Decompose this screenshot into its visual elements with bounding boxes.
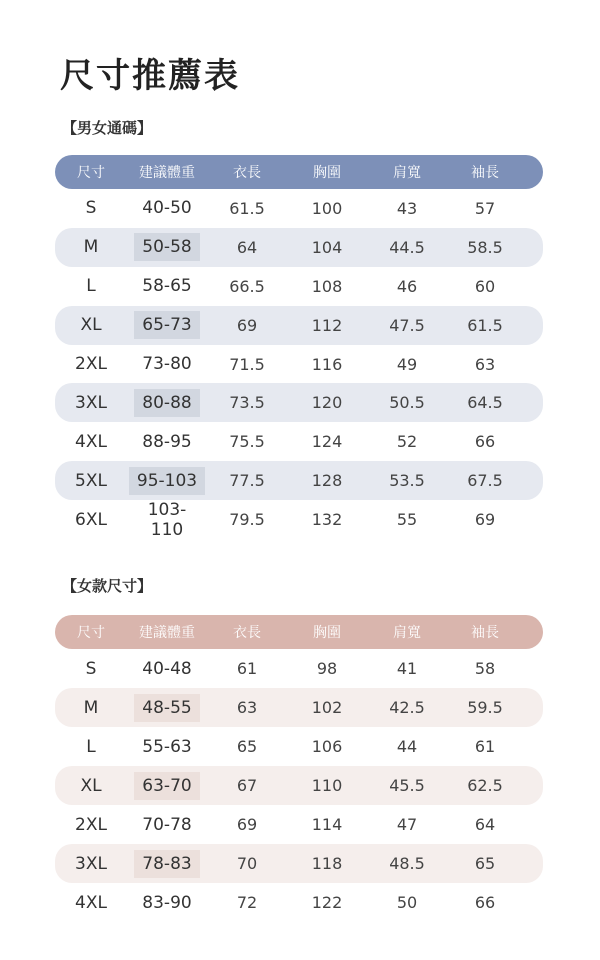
weight-value: 83-90: [142, 892, 192, 913]
measure-cell: 64: [236, 237, 258, 257]
measure-cell: 62.5: [467, 776, 503, 795]
measure-cell: 110: [311, 776, 343, 795]
weight-value: 73-80: [142, 354, 192, 374]
header-cell: 胸圍: [313, 625, 341, 641]
weight-value: 103-110: [147, 499, 187, 540]
table-row: [55, 649, 543, 688]
measure-cell: 45.5: [389, 776, 425, 795]
measure-cell: 42.5: [389, 698, 425, 717]
header-cell: 建議體重: [139, 625, 195, 641]
measure-cell: 61.5: [229, 198, 265, 218]
weight-cell: [127, 772, 207, 800]
table-row: [55, 805, 543, 844]
header-cell: 袖長: [471, 625, 499, 641]
measure-cell: 52: [396, 432, 418, 452]
weight-value: 63-70: [134, 772, 199, 800]
weight-cell: [127, 694, 207, 722]
weight-value: 50-58: [134, 233, 199, 261]
measure-cell: 46: [396, 276, 418, 296]
measure-cell: 69: [236, 815, 258, 834]
weight-cell: [127, 850, 207, 878]
measure-cell: 48.5: [389, 854, 425, 873]
measure-cell: 63: [236, 698, 258, 717]
size-cell: 2XL: [75, 354, 107, 374]
measure-cell: 79.5: [229, 510, 265, 530]
weight-cell: [127, 350, 207, 378]
size-cell: M: [83, 237, 99, 258]
weight-cell: [127, 496, 207, 544]
weight-value: 80-88: [134, 389, 199, 417]
weight-value: 95-103: [129, 467, 205, 495]
table-row: [55, 688, 543, 727]
size-cell: XL: [80, 775, 102, 796]
measure-cell: 63: [474, 354, 496, 374]
weight-value: 40-48: [142, 658, 192, 679]
table-header: [55, 155, 543, 189]
header-cell: 尺寸: [77, 625, 105, 641]
measure-cell: 106: [311, 737, 343, 756]
table-row: [55, 306, 543, 345]
measure-cell: 50.5: [389, 393, 425, 413]
weight-cell: [127, 389, 207, 417]
measure-cell: 66: [474, 432, 496, 452]
measure-cell: 64.5: [467, 393, 503, 413]
size-cell: S: [85, 658, 97, 679]
measure-cell: 61: [474, 737, 496, 756]
unisex-size-table: [55, 155, 543, 539]
table-row: [55, 422, 543, 461]
header-cell: 衣長: [233, 165, 261, 181]
measure-cell: 77.5: [229, 471, 265, 491]
weight-cell: [127, 889, 207, 917]
size-cell: 5XL: [75, 470, 107, 491]
table-row: [55, 345, 543, 384]
measure-cell: 120: [311, 393, 343, 413]
size-cell: 3XL: [75, 853, 107, 874]
measure-cell: 53.5: [389, 471, 425, 491]
size-cell: 2XL: [75, 814, 107, 835]
table-row: [55, 228, 543, 267]
weight-value: 48-55: [134, 694, 199, 722]
measure-cell: 114: [311, 815, 343, 834]
measure-cell: 55: [396, 510, 418, 530]
size-cell: L: [86, 276, 96, 297]
header-cell: 尺寸: [77, 165, 105, 181]
measure-cell: 73.5: [229, 393, 265, 413]
measure-cell: 47.5: [389, 315, 425, 335]
weight-cell: [127, 194, 207, 222]
table-row: [55, 189, 543, 228]
size-cell: L: [86, 736, 96, 757]
table-row: [55, 383, 543, 422]
header-cell: 肩寬: [393, 165, 421, 181]
measure-cell: 57: [474, 198, 496, 218]
weight-value: 88-95: [142, 431, 192, 452]
measure-cell: 69: [236, 315, 258, 335]
measure-cell: 69: [474, 510, 496, 530]
measure-cell: 44.5: [389, 237, 425, 257]
header-cell: 衣長: [233, 625, 261, 641]
size-cell: 3XL: [75, 392, 107, 413]
size-cell: S: [85, 198, 97, 219]
header-cell: 胸圍: [313, 165, 341, 181]
header-cell: 袖長: [471, 165, 499, 181]
measure-cell: 58: [474, 659, 496, 678]
weight-cell: [127, 428, 207, 456]
measure-cell: 47: [396, 815, 418, 834]
measure-cell: 61: [236, 659, 258, 678]
measure-cell: 41: [396, 659, 418, 678]
measure-cell: 100: [311, 198, 343, 218]
table-row: [55, 883, 543, 922]
measure-cell: 104: [311, 237, 343, 257]
table-header: [55, 615, 543, 649]
weight-cell: [127, 233, 207, 261]
section-label-unisex: 【男女通碼】: [62, 119, 153, 137]
weight-value: 65-73: [134, 311, 199, 339]
measure-cell: 75.5: [229, 432, 265, 452]
measure-cell: 61.5: [467, 315, 503, 335]
table-row: [55, 766, 543, 805]
weight-value: 78-83: [134, 850, 199, 878]
weight-value: 55-63: [142, 736, 192, 757]
measure-cell: 59.5: [467, 698, 503, 717]
measure-cell: 128: [311, 471, 343, 491]
size-cell: 4XL: [75, 431, 107, 452]
women-size-table: [55, 615, 543, 922]
measure-cell: 64: [474, 815, 496, 834]
measure-cell: 43: [396, 198, 418, 218]
measure-cell: 50: [396, 893, 418, 912]
measure-cell: 58.5: [467, 237, 503, 257]
weight-cell: [127, 655, 207, 683]
measure-cell: 49: [396, 354, 418, 374]
measure-cell: 67.5: [467, 471, 503, 491]
section-label-women: 【女款尺寸】: [62, 577, 153, 595]
measure-cell: 98: [316, 659, 338, 678]
measure-cell: 102: [311, 698, 343, 717]
weight-cell: [127, 733, 207, 761]
measure-cell: 124: [311, 432, 343, 452]
measure-cell: 60: [474, 276, 496, 296]
measure-cell: 132: [311, 510, 343, 530]
size-cell: M: [83, 697, 99, 718]
weight-value: 70-78: [142, 814, 192, 835]
measure-cell: 72: [236, 893, 258, 912]
weight-cell: [127, 467, 207, 495]
weight-cell: [127, 272, 207, 300]
table-row: [55, 267, 543, 306]
weight-cell: [127, 311, 207, 339]
weight-value: 58-65: [142, 276, 192, 297]
measure-cell: 67: [236, 776, 258, 795]
size-cell: 4XL: [75, 892, 107, 913]
size-cell: 6XL: [75, 509, 107, 530]
measure-cell: 44: [396, 737, 418, 756]
table-row: [55, 461, 543, 500]
table-row: [55, 844, 543, 883]
weight-cell: [127, 811, 207, 839]
measure-cell: 112: [311, 315, 343, 335]
measure-cell: 108: [311, 276, 343, 296]
measure-cell: 71.5: [229, 354, 265, 374]
measure-cell: 122: [311, 893, 343, 912]
measure-cell: 118: [311, 854, 343, 873]
measure-cell: 65: [474, 854, 496, 873]
measure-cell: 66.5: [229, 276, 265, 296]
size-cell: XL: [80, 315, 102, 336]
header-cell: 肩寬: [393, 625, 421, 641]
measure-cell: 65: [236, 737, 258, 756]
header-cell: 建議體重: [139, 165, 195, 181]
weight-value: 40-50: [142, 198, 192, 219]
table-row: [55, 500, 543, 539]
measure-cell: 116: [311, 354, 343, 374]
measure-cell: 66: [474, 893, 496, 912]
table-row: [55, 727, 543, 766]
measure-cell: 70: [236, 854, 258, 873]
page-title: 尺寸推薦表: [60, 56, 240, 96]
